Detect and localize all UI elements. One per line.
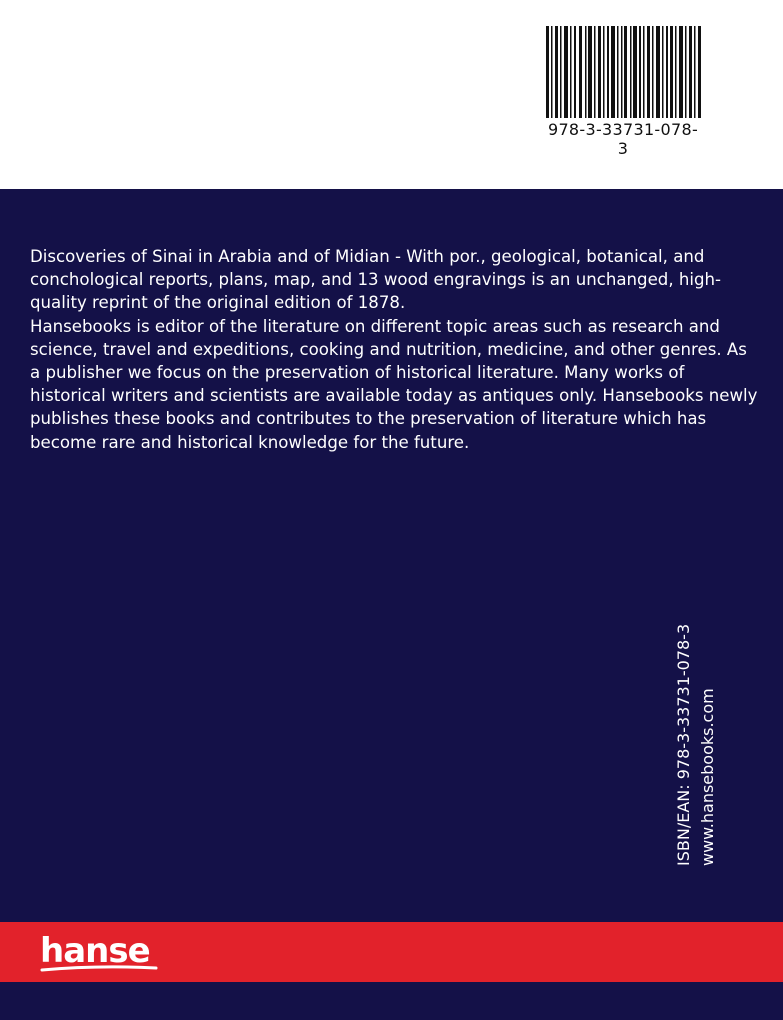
description-paragraph-2: Hansebooks is editor of the literature on different topic areas such as research and science, travel and expeditions, cooking and nutrition, medicine, and other genres. As a publisher we focus on the preservation of historical literature. Many works of historical writers and scientists are available today as antiques only. Hansebooks newly publishes these books and contributes to the preservation of literature which has become rare and historical knowledge for the future. bbox=[30, 316, 758, 452]
bottom-blue-band bbox=[0, 982, 783, 1020]
isbn-ean-line: ISBN/EAN: 978-3-33731-078-3 bbox=[674, 623, 693, 866]
hanse-logo bbox=[38, 930, 168, 976]
barcode-block bbox=[544, 26, 702, 158]
vertical-publisher-info bbox=[672, 624, 720, 866]
description-paragraph-1: Discoveries of Sinai in Arabia and of Midian - With por., geological, botanical, and conchological reports, plans, map, and 13 wood engravings is an unchanged, high-quality reprint of the original edition of 1878. bbox=[30, 247, 722, 313]
hanse-logo-text: hanse bbox=[40, 931, 150, 971]
book-description bbox=[30, 245, 760, 454]
hanse-logo-icon bbox=[38, 930, 168, 976]
barcode-isbn-text: 978-3-33731-078-3 bbox=[547, 120, 699, 158]
barcode-icon bbox=[546, 26, 702, 118]
website-link[interactable]: www.hansebooks.com bbox=[698, 688, 717, 866]
